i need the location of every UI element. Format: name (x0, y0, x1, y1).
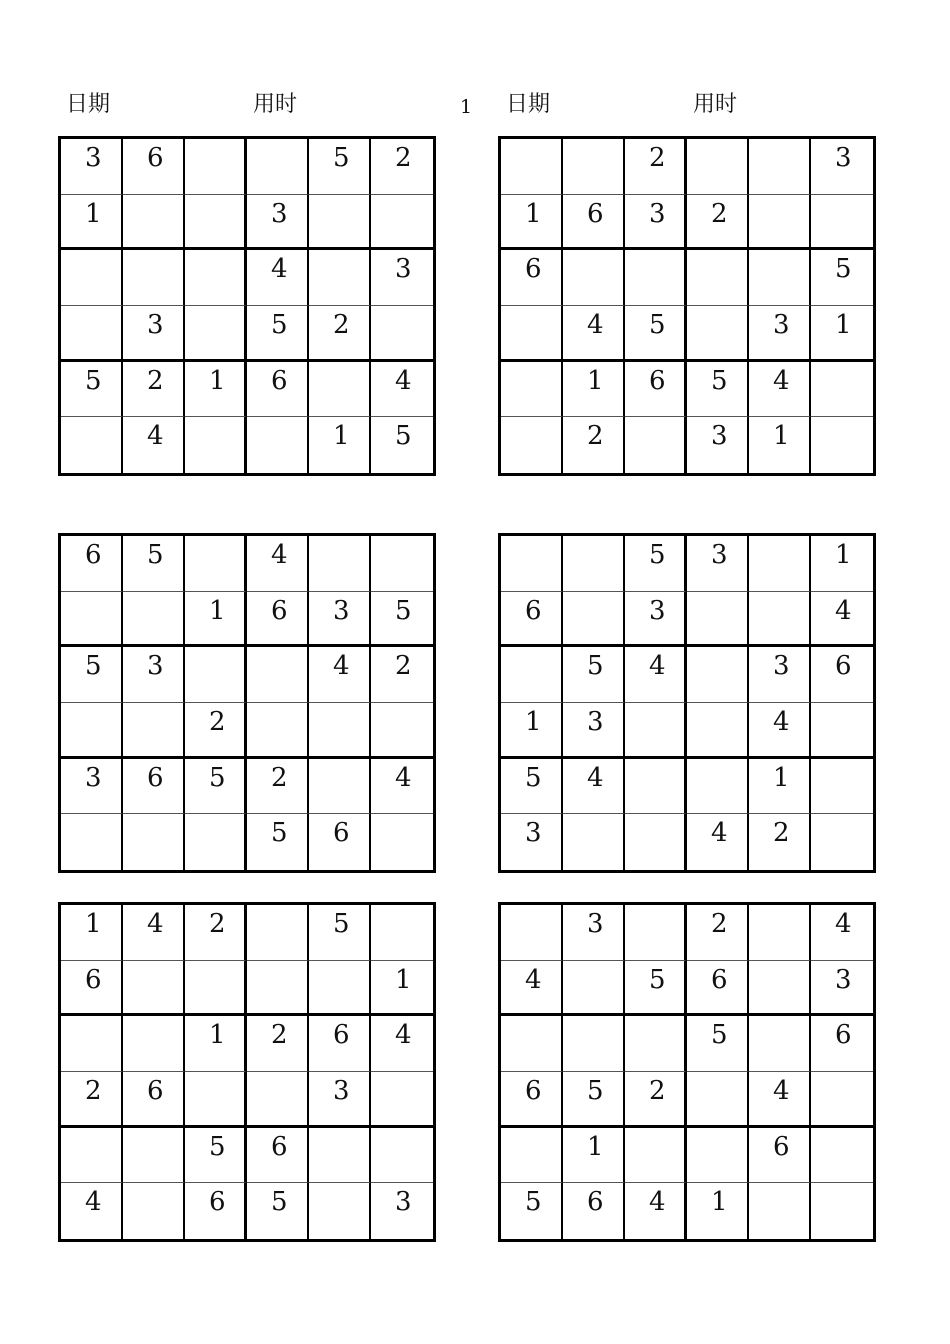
sudoku-cell: 2 (185, 905, 247, 961)
sudoku-cell: 3 (563, 703, 625, 759)
sudoku-cell: 4 (371, 759, 433, 815)
sudoku-cell: 4 (123, 417, 185, 473)
sudoku-cell: 6 (687, 961, 749, 1017)
sudoku-cell: 5 (185, 759, 247, 815)
sudoku-grid-6 (498, 902, 876, 1242)
sudoku-cell (309, 195, 371, 251)
sudoku-cell: 3 (309, 592, 371, 648)
sudoku-cell: 6 (123, 759, 185, 815)
sudoku-cell (123, 1128, 185, 1184)
sudoku-cell (625, 759, 687, 815)
sudoku-cell (185, 417, 247, 473)
sudoku-cell: 1 (309, 417, 371, 473)
sudoku-cell: 1 (563, 362, 625, 418)
sudoku-cell (563, 592, 625, 648)
sudoku-cell: 5 (61, 647, 123, 703)
sudoku-cell (309, 536, 371, 592)
sudoku-cell (625, 905, 687, 961)
sudoku-cell (749, 139, 811, 195)
sudoku-cell: 4 (749, 703, 811, 759)
sudoku-cell: 1 (687, 1183, 749, 1239)
sudoku-cell (371, 1072, 433, 1128)
sudoku-cell: 5 (247, 306, 309, 362)
sudoku-cell: 4 (687, 814, 749, 870)
sudoku-cell (247, 1072, 309, 1128)
sudoku-cell (749, 195, 811, 251)
sudoku-cell (749, 1016, 811, 1072)
page-number: 1 (460, 96, 473, 118)
sudoku-cell (247, 647, 309, 703)
sudoku-cell: 2 (371, 647, 433, 703)
sudoku-cell: 6 (563, 195, 625, 251)
sudoku-cell (501, 1016, 563, 1072)
sudoku-cell (371, 703, 433, 759)
sudoku-cell: 3 (123, 647, 185, 703)
sudoku-cell (749, 592, 811, 648)
sudoku-cell (749, 1183, 811, 1239)
sudoku-cell (247, 139, 309, 195)
sudoku-cell: 6 (811, 647, 873, 703)
sudoku-cell (185, 306, 247, 362)
sudoku-cell: 3 (123, 306, 185, 362)
sudoku-cell: 3 (749, 306, 811, 362)
sudoku-cell (687, 759, 749, 815)
sudoku-cell: 2 (371, 139, 433, 195)
sudoku-cell (749, 536, 811, 592)
sudoku-cell: 1 (185, 362, 247, 418)
sudoku-cell: 5 (563, 1072, 625, 1128)
sudoku-cell: 1 (501, 195, 563, 251)
sudoku-cell: 5 (371, 592, 433, 648)
sudoku-cell: 4 (247, 536, 309, 592)
sudoku-cell (687, 592, 749, 648)
sudoku-cell (309, 1183, 371, 1239)
sudoku-cell: 2 (185, 703, 247, 759)
sudoku-cell: 2 (247, 1016, 309, 1072)
sudoku-cell (563, 250, 625, 306)
sudoku-cell: 6 (185, 1183, 247, 1239)
sudoku-cell (123, 592, 185, 648)
sudoku-cell (811, 703, 873, 759)
sudoku-cell: 6 (501, 592, 563, 648)
sudoku-cell: 3 (395, 1187, 412, 1218)
sudoku-cell (687, 647, 749, 703)
sudoku-cell (811, 195, 873, 251)
date-label-right: 日期 (506, 92, 551, 117)
sudoku-cell (501, 905, 563, 961)
sudoku-cell: 5 (247, 1183, 309, 1239)
sudoku-cell: 3 (309, 1072, 371, 1128)
sudoku-cell (123, 250, 185, 306)
sudoku-cell: 4 (563, 759, 625, 815)
sudoku-cell (185, 250, 247, 306)
sudoku-cell (61, 1016, 123, 1072)
sudoku-cell: 1 (61, 905, 123, 961)
sudoku-cell: 3 (501, 814, 563, 870)
sudoku-cell: 3 (61, 759, 123, 815)
sudoku-cell: 4 (811, 905, 873, 961)
date-label-left: 日期 (66, 92, 111, 117)
sudoku-cell (811, 1128, 873, 1184)
sudoku-cell: 4 (371, 1016, 433, 1072)
sudoku-cell (811, 362, 873, 418)
sudoku-cell (185, 536, 247, 592)
sudoku-cell (811, 759, 873, 815)
sudoku-cell: 4 (563, 306, 625, 362)
sudoku-cell: 1 (749, 417, 811, 473)
sudoku-cell (247, 703, 309, 759)
sudoku-cell (625, 814, 687, 870)
sudoku-cell (687, 1072, 749, 1128)
sudoku-cell: 6 (309, 814, 371, 870)
sudoku-cell (61, 250, 123, 306)
sudoku-cell: 3 (563, 905, 625, 961)
sudoku-cell: 6 (749, 1128, 811, 1184)
sudoku-cell (501, 306, 563, 362)
sudoku-cell (185, 961, 247, 1017)
sudoku-cell: 6 (247, 592, 309, 648)
sudoku-cell: 5 (501, 1183, 563, 1239)
sudoku-cell: 4 (501, 961, 563, 1017)
sudoku-cell: 1 (185, 1016, 247, 1072)
sudoku-cell (501, 139, 563, 195)
sudoku-cell: 1 (563, 1128, 625, 1184)
sudoku-cell: 4 (625, 647, 687, 703)
sudoku-cell (563, 139, 625, 195)
sudoku-grid-2 (498, 136, 876, 476)
sudoku-cell (185, 195, 247, 251)
sudoku-cell: 2 (61, 1072, 123, 1128)
sudoku-cell: 2 (749, 814, 811, 870)
sudoku-cell (501, 417, 563, 473)
sudoku-cell (501, 536, 563, 592)
sudoku-cell (309, 250, 371, 306)
sudoku-cell: 6 (247, 1128, 309, 1184)
sudoku-cell: 1 (61, 195, 123, 251)
sudoku-cell: 2 (563, 417, 625, 473)
sudoku-cell: 3 (371, 250, 433, 306)
sudoku-cell: 5 (185, 1128, 247, 1184)
sudoku-cell (61, 306, 123, 362)
sudoku-cell (371, 1128, 433, 1184)
sudoku-cell: 1 (371, 961, 433, 1017)
sudoku-cell: 6 (61, 536, 123, 592)
sudoku-cell: 5 (123, 536, 185, 592)
sudoku-cell: 3 (247, 195, 309, 251)
sudoku-cell: 5 (687, 362, 749, 418)
sudoku-cell (123, 703, 185, 759)
sudoku-cell: 6 (501, 1072, 563, 1128)
sudoku-cell (501, 647, 563, 703)
sudoku-cell (501, 1128, 563, 1184)
sudoku-cell (749, 961, 811, 1017)
sudoku-cell (625, 250, 687, 306)
sudoku-cell: 1 (185, 592, 247, 648)
sudoku-cell: 2 (687, 195, 749, 251)
sudoku-cell: 6 (811, 1016, 873, 1072)
sudoku-grid-4 (498, 533, 876, 873)
sudoku-cell: 3 (687, 536, 749, 592)
sudoku-cell: 4 (811, 592, 873, 648)
sudoku-cell (185, 1072, 247, 1128)
time-label-right: 用时 (693, 92, 738, 117)
sudoku-cell: 1 (749, 759, 811, 815)
sudoku-cell: 1 (811, 536, 873, 592)
sudoku-cell (123, 1016, 185, 1072)
sudoku-cell (687, 306, 749, 362)
sudoku-cell (61, 1128, 123, 1184)
sudoku-grid-5 (58, 902, 436, 1242)
sudoku-cell (371, 536, 433, 592)
sudoku-cell: 5 (501, 759, 563, 815)
sudoku-cell: 6 (625, 362, 687, 418)
sudoku-cell: 5 (563, 647, 625, 703)
sudoku-cell: 5 (625, 961, 687, 1017)
sudoku-cell: 6 (247, 362, 309, 418)
sudoku-cell: 3 (61, 139, 123, 195)
sudoku-cell: 5 (625, 536, 687, 592)
sudoku-cell (371, 905, 433, 961)
sudoku-cell: 1 (811, 306, 873, 362)
sudoku-cell: 2 (687, 905, 749, 961)
sudoku-cell: 3 (811, 139, 873, 195)
sudoku-grid-1 (58, 136, 436, 476)
sudoku-cell (687, 250, 749, 306)
sudoku-cell: 5 (687, 1016, 749, 1072)
sudoku-cell (123, 195, 185, 251)
sudoku-cell: 3 (625, 195, 687, 251)
sudoku-cell (247, 961, 309, 1017)
sudoku-cell (371, 195, 433, 251)
sudoku-cell (123, 814, 185, 870)
sudoku-cell: 5 (309, 905, 371, 961)
sudoku-cell: 2 (247, 759, 309, 815)
sudoku-cell (309, 1128, 371, 1184)
sudoku-cell: 3 (687, 417, 749, 473)
sudoku-cell (309, 759, 371, 815)
sudoku-cell (563, 536, 625, 592)
sudoku-cell (309, 961, 371, 1017)
sudoku-cell (501, 362, 563, 418)
sudoku-cell (247, 905, 309, 961)
sudoku-cell (563, 814, 625, 870)
sudoku-cell (61, 814, 123, 870)
time-label-left: 用时 (253, 92, 298, 117)
sudoku-cell (687, 139, 749, 195)
sudoku-cell: 1 (501, 703, 563, 759)
sudoku-cell: 3 (625, 592, 687, 648)
sudoku-cell (625, 1128, 687, 1184)
sudoku-cell: 6 (123, 139, 185, 195)
sudoku-cell (811, 417, 873, 473)
sudoku-cell (185, 647, 247, 703)
sudoku-cell (811, 1183, 873, 1239)
sudoku-cell: 6 (123, 1072, 185, 1128)
sudoku-cell: 2 (123, 362, 185, 418)
sudoku-cell: 2 (309, 306, 371, 362)
sudoku-cell: 3 (811, 961, 873, 1017)
sudoku-cell (309, 703, 371, 759)
sudoku-cell: 4 (749, 362, 811, 418)
sudoku-cell (123, 961, 185, 1017)
sudoku-cell (625, 703, 687, 759)
sudoku-cell (61, 592, 123, 648)
sudoku-cell: 4 (749, 1072, 811, 1128)
sudoku-cell: 5 (61, 362, 123, 418)
sudoku-cell (185, 814, 247, 870)
sudoku-cell (625, 417, 687, 473)
sudoku-cell: 2 (625, 1072, 687, 1128)
sudoku-cell: 4 (61, 1183, 123, 1239)
sudoku-cell (625, 1016, 687, 1072)
sudoku-cell: 2 (625, 139, 687, 195)
sudoku-cell: 5 (625, 306, 687, 362)
sudoku-cell (687, 703, 749, 759)
sudoku-cell: 4 (123, 905, 185, 961)
sudoku-cell: 6 (501, 250, 563, 306)
sudoku-cell: 6 (563, 1183, 625, 1239)
sudoku-cell (749, 905, 811, 961)
sudoku-cell (749, 250, 811, 306)
sudoku-cell: 3 (749, 647, 811, 703)
sudoku-cell (61, 703, 123, 759)
sudoku-cell: 4 (247, 250, 309, 306)
sudoku-cell (563, 961, 625, 1017)
sudoku-cell (185, 139, 247, 195)
sudoku-cell: 5 (811, 250, 873, 306)
sudoku-cell (309, 362, 371, 418)
sudoku-cell (687, 1128, 749, 1184)
sudoku-cell (811, 1072, 873, 1128)
sudoku-cell (61, 417, 123, 473)
sudoku-cell (811, 814, 873, 870)
sudoku-cell: 6 (61, 961, 123, 1017)
sudoku-cell: 4 (625, 1183, 687, 1239)
sudoku-grid-3 (58, 533, 436, 873)
sudoku-cell (563, 1016, 625, 1072)
sudoku-cell: 5 (247, 814, 309, 870)
sudoku-cell (371, 814, 433, 870)
sudoku-cell (371, 306, 433, 362)
sudoku-cell (123, 1183, 185, 1239)
sudoku-cell: 5 (309, 139, 371, 195)
sudoku-cell (247, 417, 309, 473)
sudoku-cell: 5 (395, 421, 412, 452)
sudoku-cell: 4 (309, 647, 371, 703)
sudoku-cell: 6 (309, 1016, 371, 1072)
sudoku-cell: 4 (371, 362, 433, 418)
